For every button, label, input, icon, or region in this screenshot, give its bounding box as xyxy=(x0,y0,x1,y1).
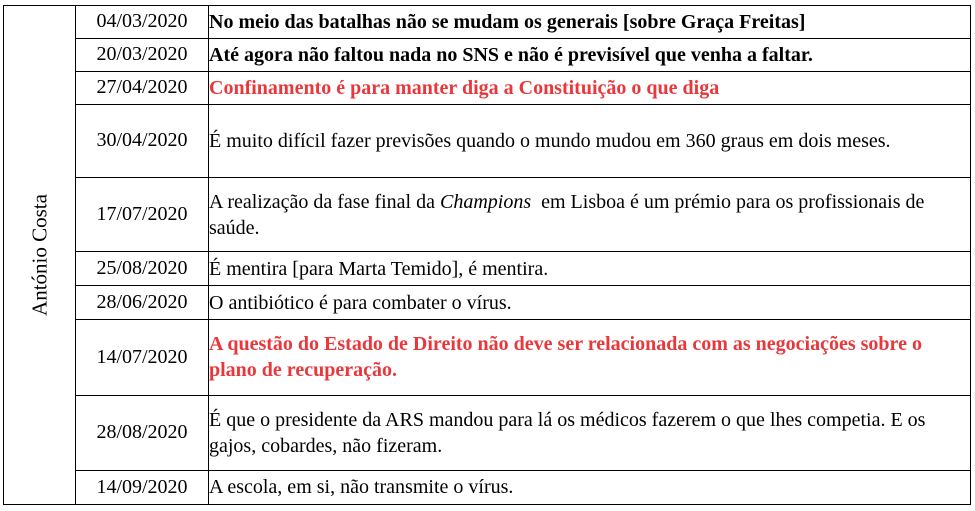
quote-cell: A questão do Estado de Direito não deve ser relacionada com as negociações sobre o plano de recuperação. xyxy=(209,320,971,395)
quote-cell: É mentira [para Marta Temido], é mentira. xyxy=(209,252,971,286)
quote-text-start: A realização da fase final da xyxy=(209,190,440,213)
author-cell xyxy=(4,6,76,505)
date-cell: 28/08/2020 xyxy=(76,395,209,470)
table-row xyxy=(4,71,971,104)
table-row xyxy=(4,104,971,177)
date-cell: 14/07/2020 xyxy=(76,320,209,395)
date-cell: 04/03/2020 xyxy=(76,6,209,39)
quote-cell xyxy=(209,177,971,251)
date-cell: 20/03/2020 xyxy=(76,38,209,71)
quote-cell: Confinamento é para manter diga a Constituição o que diga xyxy=(209,71,971,104)
quote-text-italic: Champions xyxy=(439,190,532,213)
date-cell: 30/04/2020 xyxy=(76,104,209,177)
table-row xyxy=(4,252,971,286)
table-row xyxy=(4,470,971,504)
date-cell: 14/09/2020 xyxy=(76,470,209,504)
table-row xyxy=(4,320,971,395)
table-row xyxy=(4,286,971,320)
quote-cell: A escola, em si, não transmite o vírus. xyxy=(209,470,971,504)
table-row xyxy=(4,395,971,470)
table-row xyxy=(4,177,971,251)
date-cell: 28/06/2020 xyxy=(76,286,209,320)
table-row xyxy=(4,6,971,39)
quote-text-end: em Lisboa é um prémio para os profissionais de saúde. xyxy=(209,190,930,239)
date-cell: 17/07/2020 xyxy=(76,177,209,251)
date-cell: 25/08/2020 xyxy=(76,252,209,286)
quotes-table xyxy=(3,5,971,505)
quote-cell: No meio das batalhas não se mudam os generais [sobre Graça Freitas] xyxy=(209,6,971,39)
date-cell: 27/04/2020 xyxy=(76,71,209,104)
quote-cell: O antibiótico é para combater o vírus. xyxy=(209,286,971,320)
table-row xyxy=(4,38,971,71)
author-name: António Costa xyxy=(27,194,51,316)
quote-cell: Até agora não faltou nada no SNS e não é previsível que venha a faltar. xyxy=(209,38,971,71)
quote-cell: É muito difícil fazer previsões quando o mundo mudou em 360 graus em dois meses. xyxy=(209,104,971,177)
quote-cell: É que o presidente da ARS mandou para lá os médicos fazerem o que lhes competia. E os gajos, cobardes, não fizeram. xyxy=(209,395,971,470)
